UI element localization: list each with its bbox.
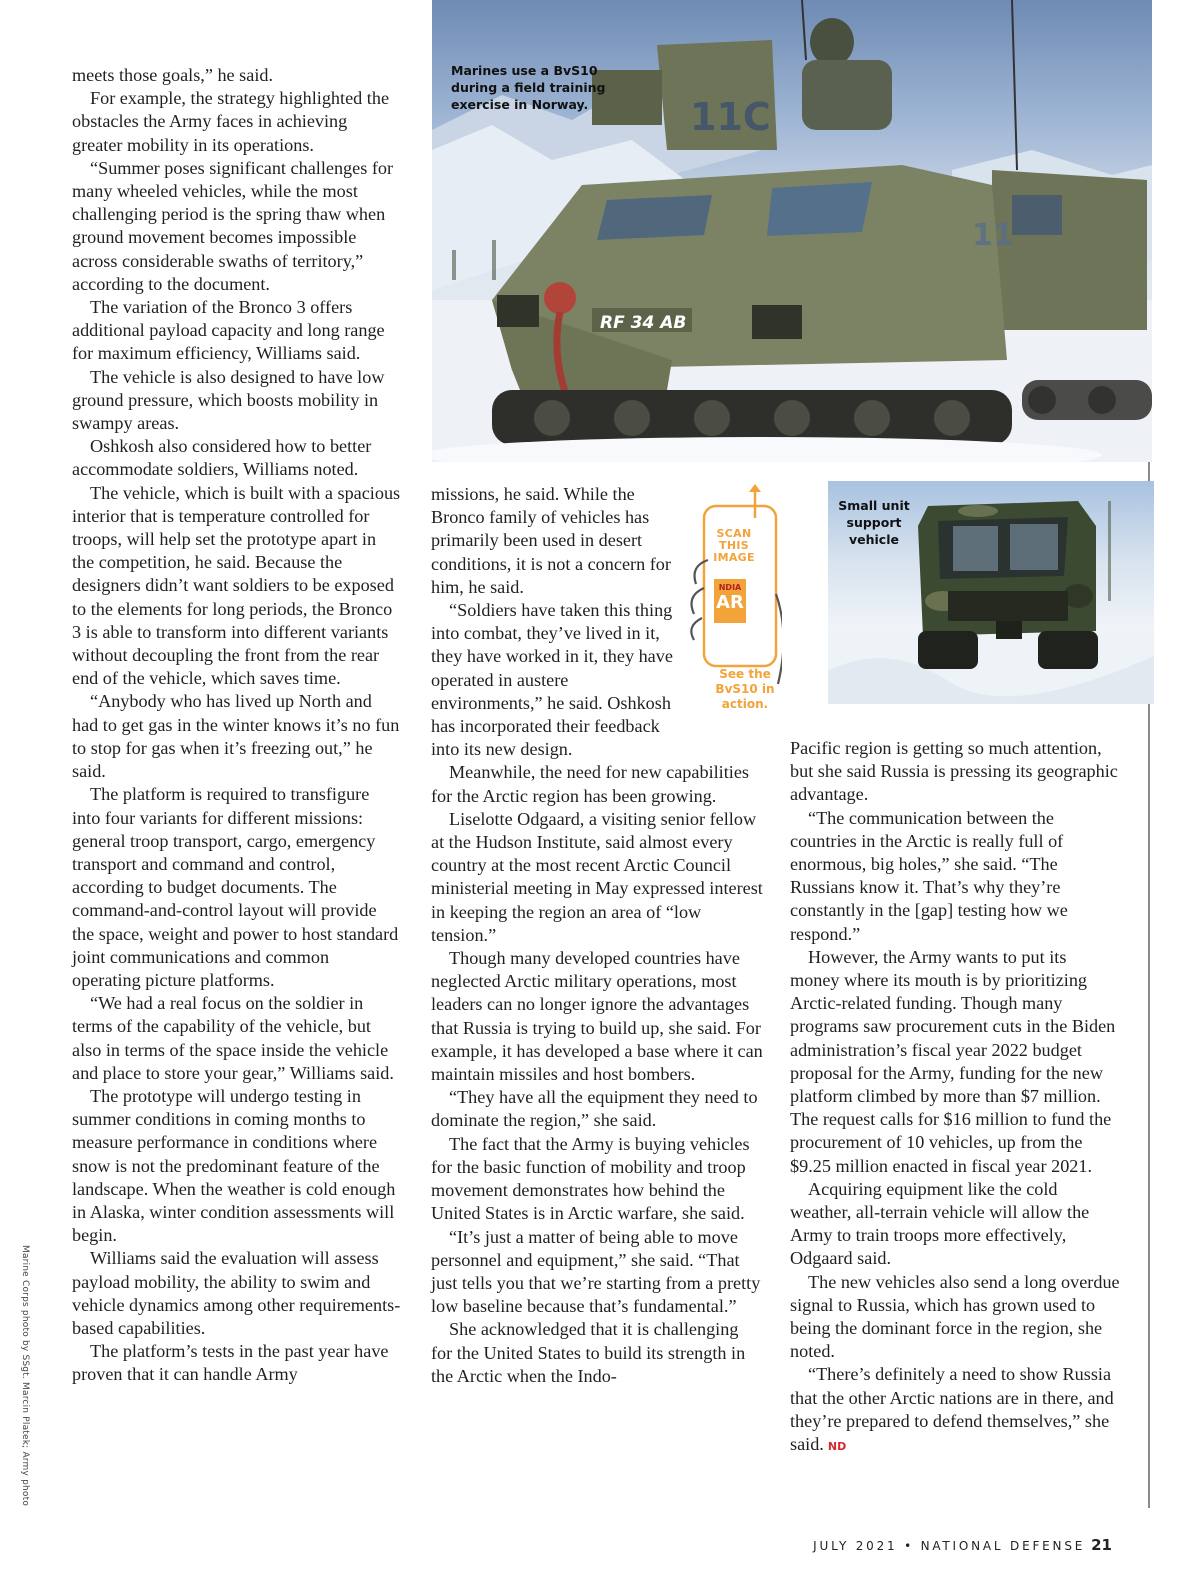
paragraph: The new vehicles also send a long overdue signal to Russia, which has grown used to being the dominant force in the region, she noted. xyxy=(790,1271,1120,1362)
paragraph: The fact that the Army is buying vehicles for the basic function of mobility and troop movement demonstrates how behind the United States is in Arctic warfare, she said. xyxy=(431,1133,750,1224)
end-mark: ND xyxy=(827,1440,847,1454)
paragraph: The vehicle, which is built with a spacious interior that is temperature controlled for troops, will help set the prototype apart in the competition, he said. Because the designers didn’t want soldiers to be exposed to the elements for long periods, the Bronco 3 is able to transform into different variants without decoupling the front from the rear end of the vehicle, which saves time. xyxy=(72,482,401,689)
paragraph: Acquiring equipment like the cold weather, all-terrain vehicle will allow the Army to train troops more effectively, Odgaard said. xyxy=(790,1178,1090,1269)
paragraph: “They have all the equipment they need to dominate the region,” she said. xyxy=(431,1087,758,1131)
paragraph: Pacific region is getting so much attention, but she said Russia is pressing its geographic advantage. xyxy=(790,738,1118,805)
license-plate: RF 34 AB xyxy=(600,313,687,333)
paragraph: missions, he said. While the Bronco family of vehicles has primarily been used in desert conditions, it is not a concern for him, he said. xyxy=(431,484,671,597)
paragraph: Williams said the evaluation will assess payload mobility, the ability to swim and vehicle dynamics among other requirements-based capabilities. xyxy=(72,1248,401,1338)
photo-credit: Marine Corps photo by SSgt. Marcin Platek; Army photo xyxy=(20,1245,30,1507)
ndia-logo-text: NDIA xyxy=(718,583,742,592)
paragraph: However, the Army wants to put its money where its mouth is by prioritizing Arctic-related funding. Though many programs saw procurement cuts in the Biden administration’s fiscal year 2022 budget proposal for the Army, funding for the new platform climbed by more than $7 million. The request calls for $16 million to fund the procurement of 10 vehicles, up from the $9.25 million enacted in fiscal year 2021. xyxy=(790,946,1116,1176)
page-number: 21 xyxy=(1091,1536,1112,1554)
ar-logo-text: AR xyxy=(716,592,744,613)
main-photo-caption: Marines use a BvS10 during a field training exercise in Norway. xyxy=(451,63,606,112)
scan-prompt: SCAN THIS IMAGE xyxy=(713,527,755,564)
vehicle-number: 11C xyxy=(690,95,771,139)
paragraph: The vehicle is also designed to have low ground pressure, which boosts mobility in swampy areas. xyxy=(72,366,385,434)
issue-line: JULY 2021 • NATIONAL DEFENSE xyxy=(813,1539,1086,1553)
paragraph: “It’s just a matter of being able to move personnel and equipment,” she said. “That just tells you that we’re starting from a pretty low baseline because that’s fundamental.” xyxy=(431,1226,761,1317)
paragraph: The platform is required to transfigure into four variants for different missions: general troop transport, cargo, emergency transport and command and control, according to budget documents. The command-and-control layout will provide the space, weight and power to host standard joint communications and common operating picture platforms. xyxy=(72,784,399,990)
paragraph: The prototype will undergo testing in summer conditions in coming months to measure performance in conditions where snow is not the predominant feature of the landscape. When the weather is cold enough in Alaska, winter condition assessments will begin. xyxy=(72,1085,396,1246)
article-column-3 xyxy=(790,737,1120,1458)
paragraph: She acknowledged that it is challenging for the United States to build its strength in the Arctic when the Indo- xyxy=(431,1319,746,1386)
side-photo-caption: Small unit support vehicle xyxy=(838,498,910,547)
paragraph: The variation of the Bronco 3 offers additional payload capacity and long range for maximum efficiency, Williams said. xyxy=(72,297,385,364)
article-column-1 xyxy=(72,64,402,1387)
paragraph: For example, the strategy highlighted the obstacles the Army faces in achieving greater mobility in its operations. xyxy=(72,88,390,155)
column-2-continued xyxy=(431,761,763,1387)
paragraph-final xyxy=(790,1363,1120,1458)
paragraph: The platform’s tests in the past year have proven that it can handle Army xyxy=(72,1341,389,1385)
paragraph: “The communication between the countries in the Arctic is really full of enormous, big holes,” she said. “The Russians know it. That’s why they’re constantly in the [gap] testing how we respond.” xyxy=(790,807,1068,944)
paragraph: “Anybody who has lived up North and had to get gas in the winter knows it’s no fun to stop for gas when it’s freezing out,” he said. xyxy=(72,691,400,782)
paragraph: “We had a real focus on the soldier in terms of the capability of the vehicle, but also in terms of the space inside the vehicle and place to store your gear,” Williams said. xyxy=(72,993,394,1083)
paragraph: “Summer poses significant challenges for many wheeled vehicles, while the most challenging period is the spring thaw when ground movement becomes impossible across considerable swaths of territory,” according to the document. xyxy=(72,157,394,294)
ar-caption: See the BvS10 in action. xyxy=(715,667,775,711)
paragraph: meets those goals,” he said. xyxy=(72,65,274,85)
paragraph: “Soldiers have taken this thing into combat, they’ve lived in it, they have worked in it, they have operated in austere environments,” he said. Oshkosh has incorporated their feedback into its new design. xyxy=(431,600,673,760)
paragraph: Meanwhile, the need for new capabilities for the Arctic region has been growing. xyxy=(431,762,749,806)
vehicle-side-number: 11 xyxy=(972,218,1014,253)
page-footer xyxy=(813,1536,1112,1554)
paragraph: Though many developed countries have neglected Arctic military operations, most leaders can no longer ignore the advantages that Russia is trying to build up, she said. For example, it has developed a base where it can maintain missiles and host bombers. xyxy=(431,948,763,1085)
paragraph-text: “There’s definitely a need to show Russia that the other Arctic nations are in there, and they’re prepared to defend themselves,” she said. xyxy=(790,1364,1114,1455)
paragraph: Liselotte Odgaard, a visiting senior fellow at the Hudson Institute, said almost every country at the most recent Arctic Council ministerial meeting in May expressed interest in keeping the region an area of “low tension.” xyxy=(431,808,763,945)
paragraph: Oshkosh also considered how to better accommodate soldiers, Williams noted. xyxy=(72,436,372,480)
